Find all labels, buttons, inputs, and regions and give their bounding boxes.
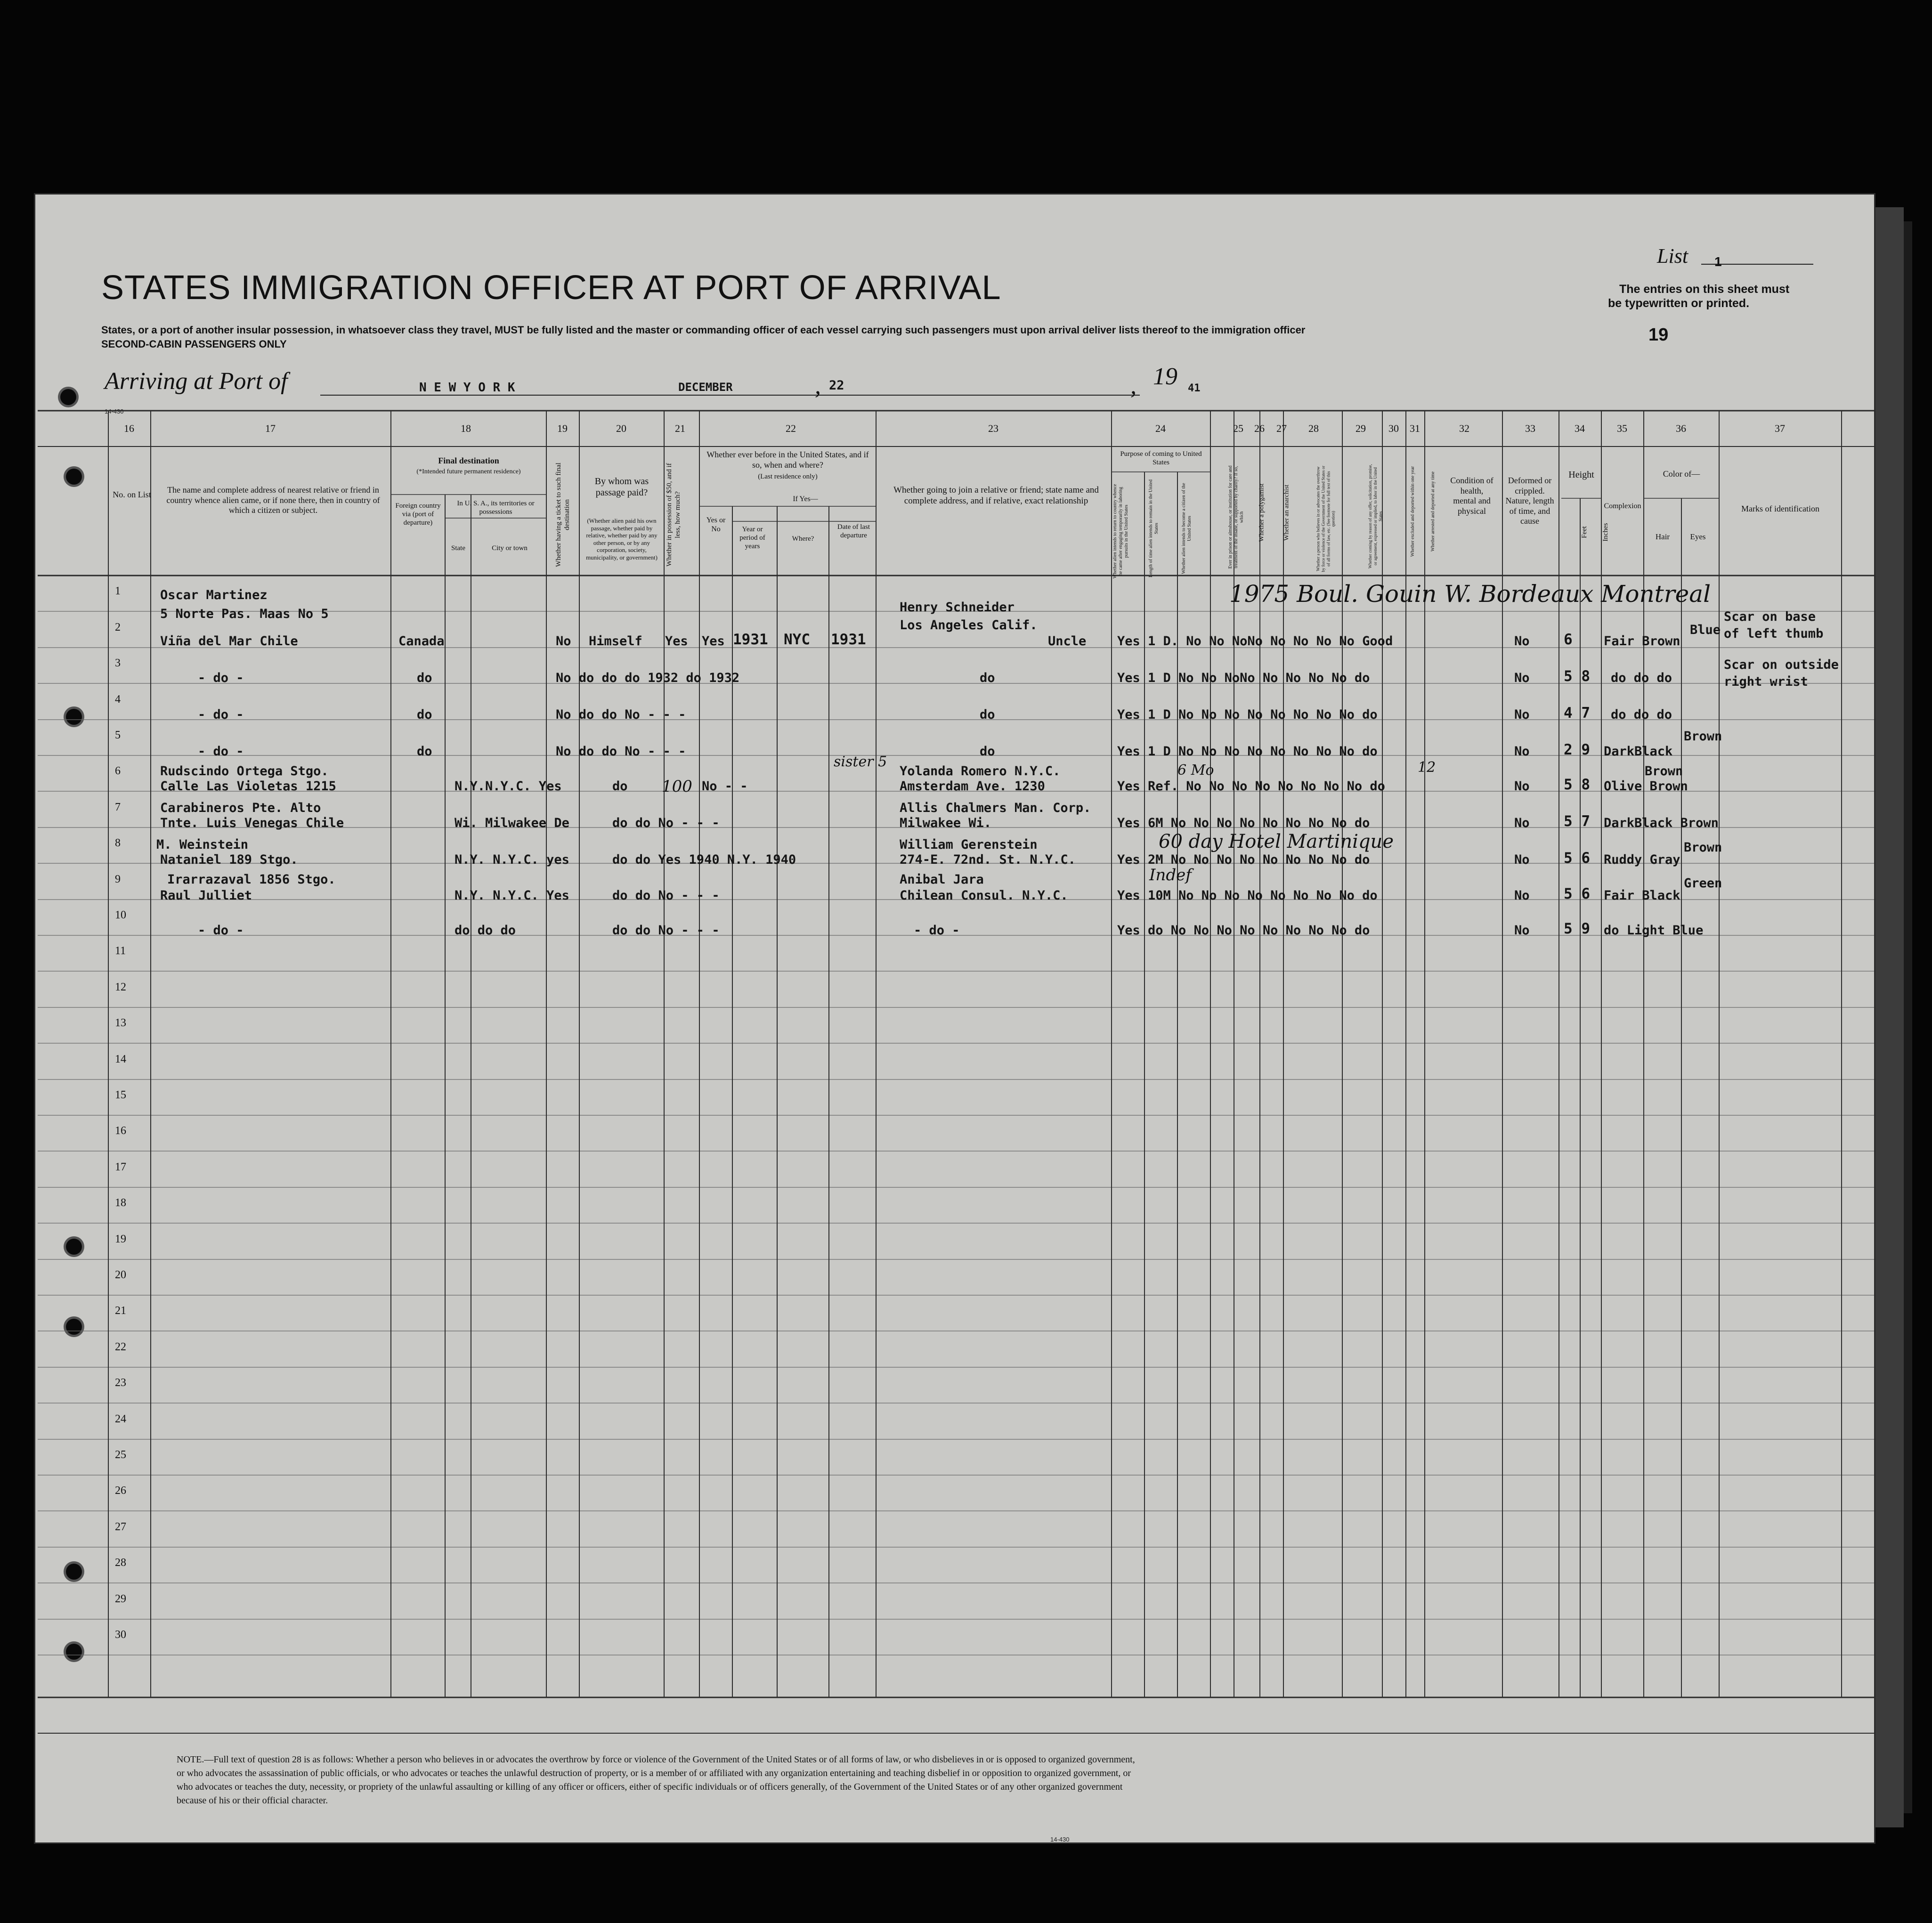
- entry-r1-relative-address: 5 Norte Pas. Maas No 5: [160, 607, 329, 621]
- entry-r5-join-address: Amsterdam Ave. 1230: [900, 779, 1045, 794]
- row-number: 10: [115, 909, 126, 921]
- header-height: Height: [1568, 470, 1594, 480]
- column-number: 24: [1155, 422, 1166, 434]
- entry-r1-feet: 6: [1564, 631, 1573, 648]
- entry-r5-destination: N.Y.N.Y.C. Yes: [455, 779, 562, 794]
- entry-r6-join-address: Milwakee Wi.: [900, 816, 992, 830]
- column-number: 18: [461, 422, 471, 434]
- form-title: STATES IMMIGRATION OFFICER AT PORT OF ARRIVAL: [101, 269, 1001, 307]
- entry-r2-marks-2: right wrist: [1724, 674, 1808, 689]
- entry-r1-join-address: Los Angeles Calif.: [900, 618, 1038, 633]
- entry-r2-answers: Yes 1 D No No NoNo No No No No do: [1117, 671, 1370, 685]
- row-number: 28: [115, 1557, 126, 1569]
- entry-r4-foreign: do: [417, 744, 432, 759]
- entry-r4-height: 2 9: [1564, 741, 1590, 758]
- entry-r6-relative-1: Carabineros Pte. Alto: [160, 801, 321, 815]
- entry-r1-where: NYC: [784, 631, 810, 648]
- entry-r9-complexion: do Light Blue: [1604, 923, 1704, 938]
- row-number: 12: [115, 981, 126, 993]
- entry-r7-answers: Yes 2M No No No No No No No No do: [1117, 852, 1370, 867]
- list-number: 1: [1714, 254, 1722, 269]
- header-going-to-join: Whether going to join a relative or friend; state name and complete address, and if relative, exact relationship: [893, 485, 1099, 506]
- header-marks: Marks of identification: [1741, 504, 1819, 513]
- row-number: 26: [115, 1485, 126, 1497]
- header-deformed: Deformed or crippled. Nature, length of time, and cause: [1505, 476, 1554, 526]
- header-purpose: Purpose of coming to United States: [1120, 450, 1202, 466]
- entry-r8-complexion: Fair Black: [1604, 888, 1680, 903]
- entry-r5-handwritten-length: 6 Mo: [1177, 762, 1214, 779]
- entry-r7-complexion: Ruddy Gray: [1604, 852, 1680, 867]
- header-excluded: Whether excluded and deported within one year: [1410, 466, 1415, 557]
- instruction-line-2: be typewritten or printed.: [1608, 297, 1750, 310]
- year-suffix: 41: [1188, 382, 1201, 394]
- row-number: 29: [115, 1593, 126, 1605]
- entry-r9-middle: do do No - - -: [612, 923, 720, 938]
- row-number: 17: [115, 1161, 126, 1173]
- year-prefix: 19: [1153, 363, 1177, 390]
- entry-r6-destination: Wi. Milwakee De: [455, 816, 569, 830]
- header-yes-no: Yes or No: [706, 516, 726, 534]
- header-where: Where?: [792, 535, 814, 543]
- entry-r8-join-address: Chilean Consul. N.Y.C.: [900, 888, 1068, 903]
- entry-r1-join-relation: Uncle: [1048, 634, 1087, 649]
- entry-r4-answers: Yes 1 D No No No No No No No No do: [1117, 744, 1378, 759]
- header-last-departure: Date of last departure: [837, 523, 870, 539]
- entry-r8-relative-2: Raul Julliet: [160, 888, 252, 903]
- row-number: 14: [115, 1053, 126, 1065]
- entry-r1-answers: Yes 1 D. No No NoNo No No No No Good: [1117, 634, 1393, 649]
- entry-r7-destination: N.Y. N.Y.C. yes: [455, 852, 569, 867]
- entry-r7-deformed: No: [1514, 852, 1530, 867]
- entry-r6-deformed: No: [1514, 816, 1530, 830]
- entry-r2-relative: - do -: [198, 671, 244, 685]
- row-number: 15: [115, 1089, 126, 1101]
- form-code-top: 14-430: [105, 408, 124, 415]
- column-number: 30: [1388, 422, 1399, 434]
- entry-r5-complexion: Olive Brown: [1604, 779, 1688, 794]
- entry-r7-eyes: Brown: [1684, 840, 1722, 855]
- row-number: 24: [115, 1413, 126, 1425]
- row-number: 21: [115, 1305, 126, 1317]
- header-complexion: Complexion: [1604, 502, 1641, 510]
- entry-r8-deformed: No: [1514, 888, 1530, 903]
- entry-r1-marks-1: Scar on base: [1724, 609, 1816, 624]
- column-number: 20: [616, 422, 626, 434]
- arriving-label: Arriving at Port of: [105, 368, 288, 395]
- header-purpose-return: Whether alien intends to return to country whence he came after engaging temporarily in laboring pursuits in the United States: [1112, 484, 1129, 579]
- entry-r8-join-name: Anibal Jara: [900, 872, 984, 887]
- row-number: 9: [115, 873, 121, 885]
- entry-r9-height: 5 9: [1564, 920, 1590, 937]
- sheet-number: 19: [1648, 325, 1669, 345]
- entry-r1-paid-by: Himself: [589, 634, 642, 649]
- header-if-yes: If Yes—: [793, 495, 818, 503]
- entry-r1-join-name: Henry Schneider: [900, 600, 1015, 615]
- entry-r8-eyes: Green: [1684, 876, 1722, 891]
- header-health: Condition of health, mental and physical: [1450, 476, 1494, 516]
- column-number: 23: [988, 422, 998, 434]
- header-labor-offer: Whether coming by reason of any offer, solicitation, promise, or agreement, expressed or implied, to labor in the United States: [1367, 464, 1383, 569]
- row-number: 11: [115, 945, 126, 957]
- entry-r8-height: 5 6: [1564, 885, 1590, 902]
- column-number: 33: [1525, 422, 1535, 434]
- row-number: 2: [115, 621, 121, 633]
- column-number: 32: [1459, 422, 1469, 434]
- entry-r3-complexion: do do do: [1611, 707, 1672, 722]
- header-passage-paid: By whom was passage paid?: [594, 476, 649, 498]
- row-number: 27: [115, 1521, 126, 1533]
- entry-r7-relative-address: Nataniel 189 Stgo.: [160, 852, 298, 867]
- entry-r2-deformed: No: [1514, 671, 1530, 685]
- port-name: N E W Y O R K: [419, 381, 515, 395]
- row-number: 7: [115, 801, 121, 813]
- entry-r1-relative-city: Viña del Mar Chile: [160, 634, 298, 649]
- column-number: 19: [557, 422, 568, 434]
- instruction-line-1: The entries on this sheet must: [1619, 283, 1790, 296]
- entry-r7-relative-name: M. Weinstein: [156, 837, 249, 852]
- entry-r2-marks-1: Scar on outside: [1724, 657, 1839, 672]
- header-feet: Feet: [1581, 526, 1588, 538]
- header-final-destination-note: (*Intended future permanent residence): [416, 468, 521, 475]
- entry-r8-middle: do do No - - -: [612, 888, 720, 903]
- header-year: Year or period of years: [739, 526, 765, 550]
- arrival-month: DECEMBER: [678, 381, 733, 394]
- entry-r2-height: 5 8: [1564, 668, 1590, 685]
- header-city: City or town: [492, 544, 528, 552]
- entry-r5-join-name: Yolanda Romero N.Y.C.: [900, 764, 1061, 779]
- header-anarchist: Whether an anarchist: [1283, 484, 1291, 541]
- entry-r7-handwritten-note: 60 day Hotel Martinique: [1159, 831, 1394, 852]
- row-number: 8: [115, 837, 121, 849]
- entry-r7-middle: do do Yes 1940 N.Y. 1940: [612, 852, 796, 867]
- row-number: 25: [115, 1449, 126, 1461]
- entry-r9-destination: do do do: [455, 923, 516, 938]
- entry-r5-handwritten-relation: sister 5: [834, 754, 887, 770]
- entry-r1-departure: 1931: [831, 631, 866, 648]
- entry-r8-answers: Yes 10M No No No No No No No No do: [1117, 888, 1378, 903]
- entry-r1-handwritten-address: 1975 Boul. Gouin W. Bordeaux Montreal: [1229, 580, 1711, 608]
- row-number: 1: [115, 585, 121, 597]
- entry-r4-middle: No do do No - - -: [556, 744, 686, 759]
- row-number: 4: [115, 693, 121, 706]
- header-ever-before: Whether ever before in the United States, and if so, when and where?: [706, 450, 869, 470]
- entry-r8-destination: N.Y. N.Y.C. Yes: [455, 888, 569, 903]
- comma-sep: ,: [1130, 373, 1136, 399]
- entry-r5-money: 100: [662, 777, 692, 796]
- entry-r4-eyes: Brown: [1645, 764, 1683, 779]
- entry-r3-deformed: No: [1514, 707, 1530, 722]
- header-final-destination: Final destination: [438, 456, 499, 465]
- row-number: 3: [115, 657, 121, 669]
- column-number: 26: [1254, 422, 1265, 434]
- footnote-question-28: NOTE.—Full text of question 28 is as follows: Whether a person who believes in or advocates the overthrow by force or violence of the Government of the United States or of all forms of law, or who disbelieves in or is opposed to organized government, or who advocates the assassination of public officials, or who advocates or teaches the unlawful destruction of property, or is a member of or affiliated with any organization entertaining and teaching disbelief in or opposition to organized government, or who advocates or teaches the duty, necessity, or propriety of the unlawful assaulting or killing of any officer or officers, either of specific individuals or of officers generally, of the Government of the United States or of any other organized government because of his or their official character.: [177, 1754, 1135, 1806]
- form-class-note: SECOND-CABIN PASSENGERS ONLY: [101, 338, 287, 350]
- entry-r5-relative-address: Calle Las Violetas 1215: [160, 779, 336, 794]
- entry-r2-complexion: do do do: [1611, 671, 1672, 685]
- entry-r2-foreign: do: [417, 671, 432, 685]
- entry-r6-relative-2: Tnte. Luis Venegas Chile: [160, 816, 344, 830]
- column-number: 36: [1676, 422, 1686, 434]
- header-foreign-country: Foreign country via (port of departure): [395, 502, 441, 527]
- row-number: 22: [115, 1341, 126, 1353]
- entry-r3-join: do: [980, 707, 995, 722]
- column-number: 22: [786, 422, 796, 434]
- list-label: List: [1657, 244, 1688, 268]
- header-no-on-list: No. on List: [113, 490, 151, 499]
- entry-r6-middle: do do No - - -: [612, 816, 720, 830]
- column-number: 35: [1617, 422, 1627, 434]
- column-number: 25: [1233, 422, 1243, 434]
- entry-r3-height: 4 7: [1564, 705, 1590, 722]
- entry-r3-foreign: do: [417, 707, 432, 722]
- entry-r7-join-address: 274-E. 72nd. St. N.Y.C.: [900, 852, 1076, 867]
- entry-r5-middle: No - -: [702, 779, 748, 794]
- column-number: 31: [1410, 422, 1420, 434]
- entry-r2-middle: No do do do 1932 do 1932: [556, 671, 740, 685]
- entry-r6-answers: Yes 6M No No No No No No No No do: [1117, 816, 1370, 830]
- header-in-usa: In U. S. A., its territories or possessions: [457, 500, 535, 516]
- column-number: 34: [1575, 422, 1585, 434]
- header-eyes: Eyes: [1690, 532, 1706, 541]
- entry-r1-before: Yes: [702, 634, 725, 649]
- column-number: 37: [1775, 422, 1785, 434]
- entry-r1-money: Yes: [665, 634, 688, 649]
- header-ticket: Whether having a ticket to such final destination: [555, 462, 571, 567]
- entry-r1-eyes: Blue: [1690, 623, 1721, 637]
- entry-r7-height: 5 6: [1564, 850, 1590, 867]
- entry-r8-handwritten-length: Indef: [1149, 866, 1192, 884]
- row-number: 18: [115, 1197, 126, 1209]
- header-state: State: [451, 544, 465, 552]
- row-number: 19: [115, 1233, 126, 1245]
- entry-r1-marks-2: of left thumb: [1724, 626, 1824, 641]
- entry-r1-deformed: No: [1514, 634, 1530, 649]
- entry-r5-answers: Yes Ref. No No No No No No No No do: [1117, 779, 1385, 794]
- entry-r9-answers: Yes do No No No No No No No No do: [1117, 923, 1370, 938]
- entry-r5-height: 5 8: [1564, 776, 1590, 793]
- header-inches: Inches: [1602, 523, 1609, 542]
- entry-r6-complexion: DarkBlack Brown: [1604, 816, 1719, 830]
- entry-r1-ticket: No: [556, 634, 571, 649]
- entry-r5-handwritten-mark: 12: [1418, 759, 1436, 776]
- column-number: 17: [265, 422, 276, 434]
- entry-r3-answers: Yes 1 D No No No No No No No No do: [1117, 707, 1378, 722]
- column-number: 21: [675, 422, 685, 434]
- entry-r6-join-name: Allis Chalmers Man. Corp.: [900, 801, 1091, 815]
- entry-r1-relative-name: Oscar Martinez: [160, 588, 268, 602]
- entry-r2-join: do: [980, 671, 995, 685]
- header-ever-before-note: (Last residence only): [758, 473, 818, 480]
- header-prison: Ever in prison or almshouse, or institution for care and treatment of the insane, or supported by charity? If so, which: [1228, 465, 1244, 569]
- column-number: 27: [1276, 422, 1287, 434]
- header-fifty-dollars: Whether in possession of $50, and if less, how much?: [666, 463, 682, 567]
- row-number: 16: [115, 1125, 126, 1137]
- entry-r5-paid: do: [612, 779, 628, 794]
- column-number: 16: [124, 422, 134, 434]
- entry-r1-foreign-country: Canada: [398, 634, 445, 649]
- entry-r5-relative-name: Rudscindo Ortega Stgo.: [160, 764, 329, 779]
- header-polygamist: Whether a polygamist: [1258, 483, 1266, 542]
- entry-r3-middle: No do do No - - -: [556, 707, 686, 722]
- header-nearest-relative: The name and complete address of nearest relative or friend in country whence alien came, or if none there, then in country of which a citizen or subject.: [166, 485, 380, 515]
- entry-r4-relative: - do -: [198, 744, 244, 759]
- entry-r4-complexion: DarkBlack: [1604, 744, 1673, 759]
- entry-r8-relative-1: Irarrazaval 1856 Stgo.: [167, 872, 336, 887]
- entry-r9-relative: - do -: [198, 923, 244, 938]
- row-number: 5: [115, 729, 121, 741]
- column-number: 28: [1308, 422, 1319, 434]
- row-number: 13: [115, 1017, 126, 1029]
- entry-r5-deformed: No: [1514, 779, 1530, 794]
- header-color-of: Color of—: [1663, 469, 1700, 479]
- entry-r1-complexion-hair: Fair Brown: [1604, 634, 1680, 649]
- comma-sep: ,: [815, 373, 821, 399]
- header-overthrow: Whether a person who believes in or advocates the overthrow by force or violence of the Government of the United States or of all forms of law, etc. (See footnote for full text of this question): [1315, 465, 1336, 572]
- header-purpose-length: Length of time alien intends to remain in the United States: [1148, 479, 1159, 578]
- header-passage-paid-note: (Whether alien paid his own passage, whether paid by relative, whether paid by any other person, or by any corporation, society, municipality, or government): [586, 517, 658, 561]
- row-number: 20: [115, 1269, 126, 1281]
- entry-r3-relative: - do -: [198, 707, 244, 722]
- entry-r9-deformed: No: [1514, 923, 1530, 938]
- arrival-day: 22: [829, 378, 844, 393]
- row-number: 30: [115, 1629, 126, 1641]
- header-purpose-citizen: Whether alien intends to become a citizen of the United States: [1181, 483, 1192, 574]
- entry-r7-join-name: William Gerenstein: [900, 837, 1038, 852]
- entry-r3-eyes: Brown: [1684, 729, 1722, 744]
- entry-r9-join: - do -: [914, 923, 960, 938]
- entry-r4-deformed: No: [1514, 744, 1530, 759]
- column-number: 29: [1356, 422, 1366, 434]
- row-number: 23: [115, 1377, 126, 1389]
- header-arrested: Whether arrested and deported at any time: [1430, 471, 1436, 552]
- header-hair: Hair: [1655, 532, 1670, 541]
- entry-r1-year: 1931: [733, 631, 768, 648]
- form-code-bottom: 14-430: [1050, 1836, 1070, 1843]
- form-subtitle: States, or a port of another insular possession, in whatsoever class they travel, MUST be fully listed and the master or commanding officer of each vessel carrying such passengers must upon arrival deliver lists thereof to the immigration officer: [101, 324, 1306, 336]
- row-number: 6: [115, 765, 121, 777]
- entry-r6-height: 5 7: [1564, 813, 1590, 830]
- entry-r4-join: do: [980, 744, 995, 759]
